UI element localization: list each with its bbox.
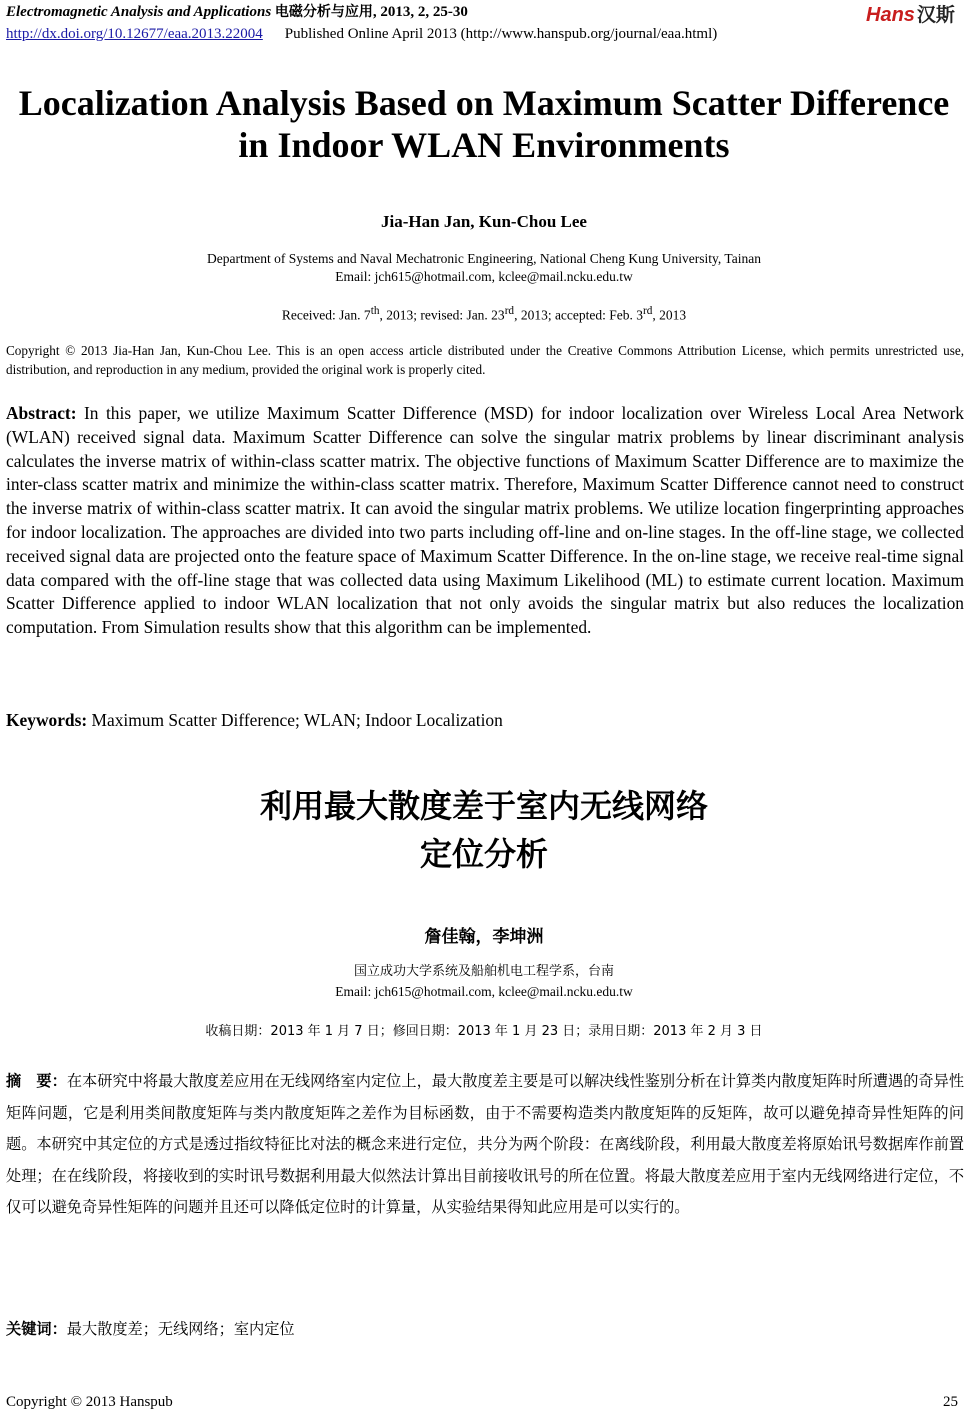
published-online: Published Online April 2013 (http://www.hanspub.org/journal/eaa.html) — [284, 26, 718, 42]
revised-sup: rd — [504, 305, 515, 317]
doi-line — [6, 25, 717, 43]
keywords-en-text: Maximum Scatter Difference; WLAN; Indoor Localization — [91, 710, 503, 730]
abstract-cn — [6, 1066, 964, 1224]
keywords-cn-text: 最大散度差；无线网络；室内定位 — [66, 1320, 295, 1338]
logo-text-cn: 汉斯 — [916, 4, 955, 26]
abstract-en-text: In this paper, we utilize Maximum Scatter Difference (MSD) for indoor localization over Wireless Local Area Network (WLAN) received signal data. Maximum Scatter Difference can solve the singular matrix problems by linear discriminant analysis calculates the inverse matrix of within-class scatter matrix. The objective functions of Maximum Scatter Difference are to maximize the inter-class scatter matrix and minimize the within-class scatter matrix. Therefore, Maximum Scatter Difference cannot need to construct the inverse matrix of within-class scatter matrix. It can avoid the singular matrix problems. We utilize location fingerprinting approaches for indoor localization. The approaches are divided into two parts including off-line and on-line stages. In the off-line stage, we collected received signal data are projected onto the feature space of Maximum Scatter Difference. In the on-line stage, we receive real-time signal data compared with the off-line stage that was collected data using Maximum Likelihood (ML) to estimate current location. Maximum Scatter Difference applied to indoor WLAN localization that not only avoids the singular matrix but also reduces the localization computation. From Simulation results show that this algorithm can be implemented. — [6, 403, 964, 638]
doi-link[interactable]: http://dx.doi.org/10.12677/eaa.2013.22004 — [6, 26, 263, 42]
copyright-notice: Copyright © 2013 Jia-Han Jan, Kun-Chou Lee. This is an open access article distributed under the Creative Commons Attribution License, which permits unrestricted use, distribution, and reproduction in any medium, provided the original work is properly cited. — [6, 343, 964, 377]
dates-en — [0, 305, 968, 324]
abstract-cn-label: 摘 要： — [6, 1072, 67, 1090]
journal-header — [6, 3, 468, 21]
dates-end: , 2013 — [652, 307, 687, 323]
journal-volume: , 2013, 2, 25-30 — [372, 4, 468, 20]
paper-title-cn — [0, 782, 968, 878]
title-cn-line-1: 利用最大散度差于室内无线网络 — [259, 787, 708, 825]
authors-cn: 詹佳翰，李坤洲 — [424, 927, 544, 947]
keywords-cn — [6, 1314, 964, 1344]
keywords-en-label: Keywords: — [6, 710, 88, 730]
received-date: Received: Jan. 7 — [281, 307, 371, 323]
abstract-en — [6, 402, 964, 640]
footer-copyright: Copyright © 2013 Hanspub — [6, 1394, 173, 1410]
affiliation-block-cn — [0, 962, 968, 1002]
accepted-date: , 2013; accepted: Feb. 3 — [514, 307, 644, 323]
title-cn-line-2: 定位分析 — [419, 835, 548, 873]
authors-en: Jia-Han Jan, Kun-Chou Lee — [381, 212, 587, 231]
revised-date: , 2013; revised: Jan. 23 — [379, 307, 505, 323]
affiliation-en: Department of Systems and Naval Mechatronic Engineering, National Cheng Kung University, Tainan — [207, 251, 761, 266]
email-en: Email: jch615@hotmail.com, kclee@mail.ncku.edu.tw — [335, 269, 633, 284]
received-sup: th — [370, 305, 380, 317]
accepted-sup: rd — [643, 305, 653, 317]
email-cn: Email: jch615@hotmail.com, kclee@mail.ncku.edu.tw — [335, 984, 633, 999]
keywords-en — [6, 708, 964, 732]
logo-text-en: Hans — [866, 4, 915, 26]
title-en-line-2: in Indoor WLAN Environments — [238, 125, 730, 165]
journal-name-en: Electromagnetic Analysis and Applications — [6, 4, 272, 20]
abstract-cn-text: 在本研究中将最大散度差应用在无线网络室内定位上，最大散度差主要是可以解决线性鉴别分析在计算类内散度矩阵时所遭遇的奇异性矩阵问题，它是利用类间散度矩阵与类内散度矩阵之差作为目标函数，由于不需要构造类内散度矩阵的反矩阵，故可以避免掉奇异性矩阵的问题。本研究中其定位的方式是透过指纹特征比对法的概念来进行定位，共分为两个阶段：在离线阶段，利用最大散度差将原始讯号数据库作前置处理；在在线阶段，将接收到的实时讯号数据利用最大似然法计算出目前接收讯号的所在位置。将最大散度差应用于室内无线网络进行定位，不仅可以避免奇异性矩阵的问题并且还可以降低定位时的计算量，从实验结果得知此应用是可以实行的。 — [6, 1072, 965, 1216]
affiliation-block-en — [0, 250, 968, 286]
dates-cn: 收稿日期：2013 年 1 月 7 日；修回日期：2013 年 1 月 23 日；录用日期：2013 年 2 月 3 日 — [205, 1024, 763, 1039]
page-number: 25 — [943, 1394, 958, 1410]
keywords-cn-label: 关键词： — [6, 1320, 67, 1338]
abstract-en-label: Abstract: — [6, 403, 77, 423]
paper-title-en — [0, 82, 968, 166]
affiliation-cn: 国立成功大学系统及船舶机电工程学系，台南 — [353, 964, 614, 979]
hans-logo — [866, 0, 962, 26]
journal-name-cn: 电磁分析与应用 — [274, 4, 373, 20]
title-en-line-1: Localization Analysis Based on Maximum Scatter Difference — [18, 83, 950, 123]
